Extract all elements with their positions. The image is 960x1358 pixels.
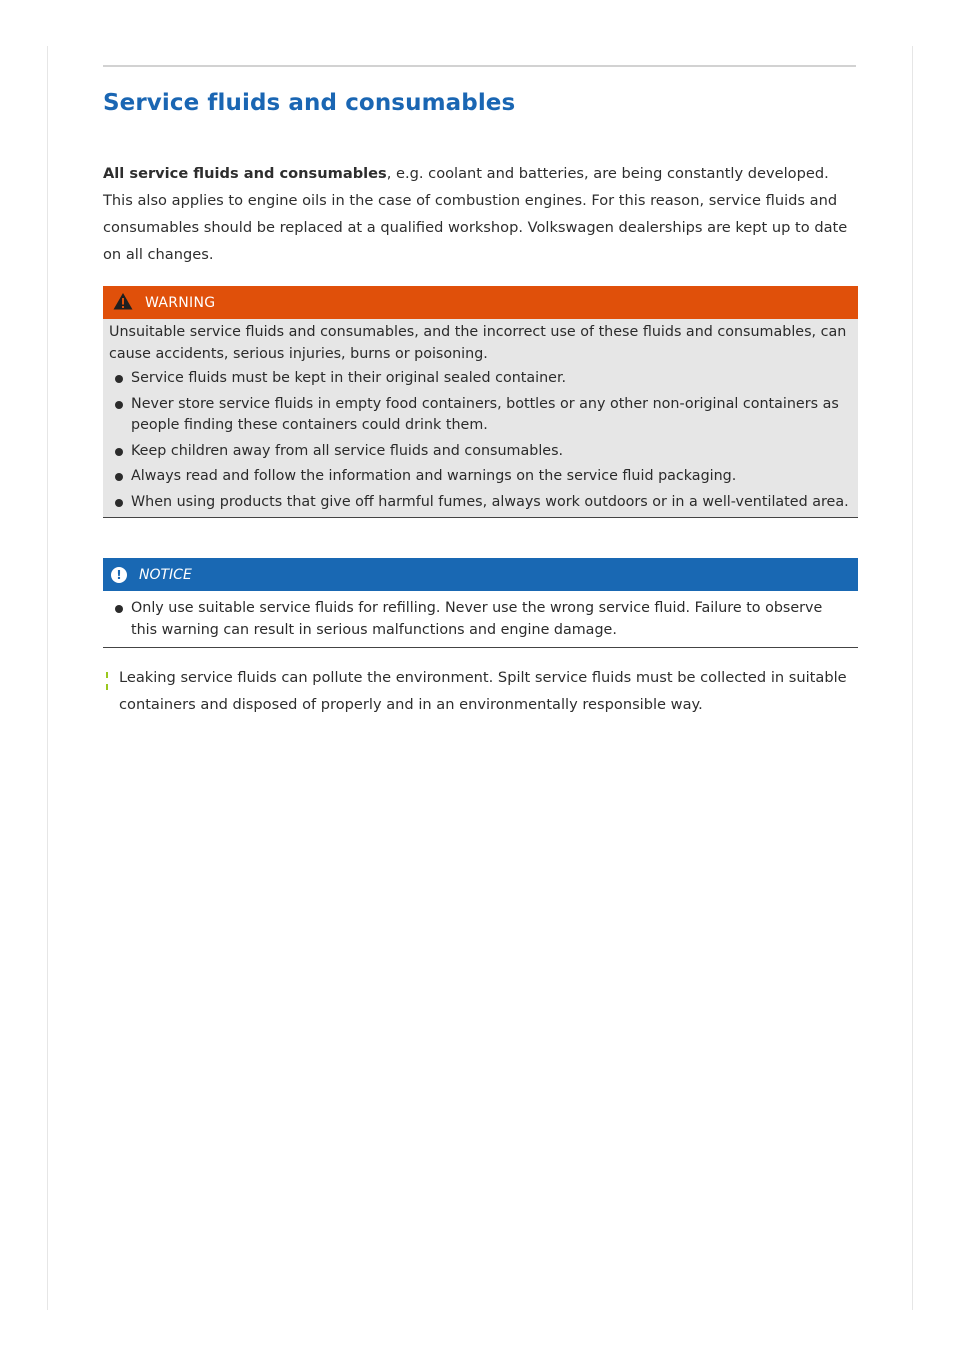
notice-box — [103, 558, 858, 648]
warning-item: Service fluids must be kept in their original sealed container. — [109, 368, 850, 390]
intro-paragraph — [103, 160, 863, 268]
warning-triangle-icon — [113, 292, 133, 314]
warning-item: Never store service fluids in empty food containers, bottles or any other non-original containers as people finding these containers could drink them. — [109, 394, 850, 437]
page-frame-right — [912, 46, 913, 1310]
environment-note — [103, 664, 863, 718]
notice-list — [109, 598, 850, 641]
warning-list — [109, 368, 850, 513]
intro-link-term[interactable]: All service fluids and consumables — [103, 165, 387, 182]
page-frame-left — [47, 46, 48, 1310]
environment-leaf-icon — [106, 672, 112, 690]
warning-body — [103, 319, 858, 518]
warning-box — [103, 286, 858, 518]
exclamation-circle-icon: ! — [111, 567, 127, 583]
notice-label: NOTICE — [139, 566, 192, 583]
warning-item: Keep children away from all service fluids and consumables. — [109, 441, 850, 463]
warning-lead: Unsuitable service fluids and consumables, and the incorrect use of these fluids and consumables, can cause accidents, serious injuries, burns or poisoning. — [109, 324, 847, 362]
notice-header — [103, 558, 858, 591]
notice-body — [103, 591, 858, 648]
warning-item: When using products that give off harmful fumes, always work outdoors or in a well-ventilated area. — [109, 492, 850, 514]
warning-header — [103, 286, 858, 319]
warning-item: Always read and follow the information and warnings on the service fluid packaging. — [109, 466, 850, 488]
warning-label: WARNING — [145, 294, 216, 311]
header-rule — [103, 65, 856, 67]
page-title: Service fluids and consumables — [103, 90, 516, 116]
environment-text: Leaking service fluids can pollute the environment. Spilt service fluids must be collected in suitable containers and disposed of properly and in an environmentally responsible way. — [119, 669, 847, 713]
intro-text: , e.g. coolant and batteries, are being constantly developed. This also applies to engine oils in the case of combustion engines. For this reason, service fluids and consumables should be replaced at a qualified workshop. Volkswagen dealerships are kept up to date on all changes. — [103, 165, 848, 263]
notice-item: Only use suitable service fluids for refilling. Never use the wrong service fluid. Failure to observe this warning can result in serious malfunctions and engine damage. — [109, 598, 850, 641]
